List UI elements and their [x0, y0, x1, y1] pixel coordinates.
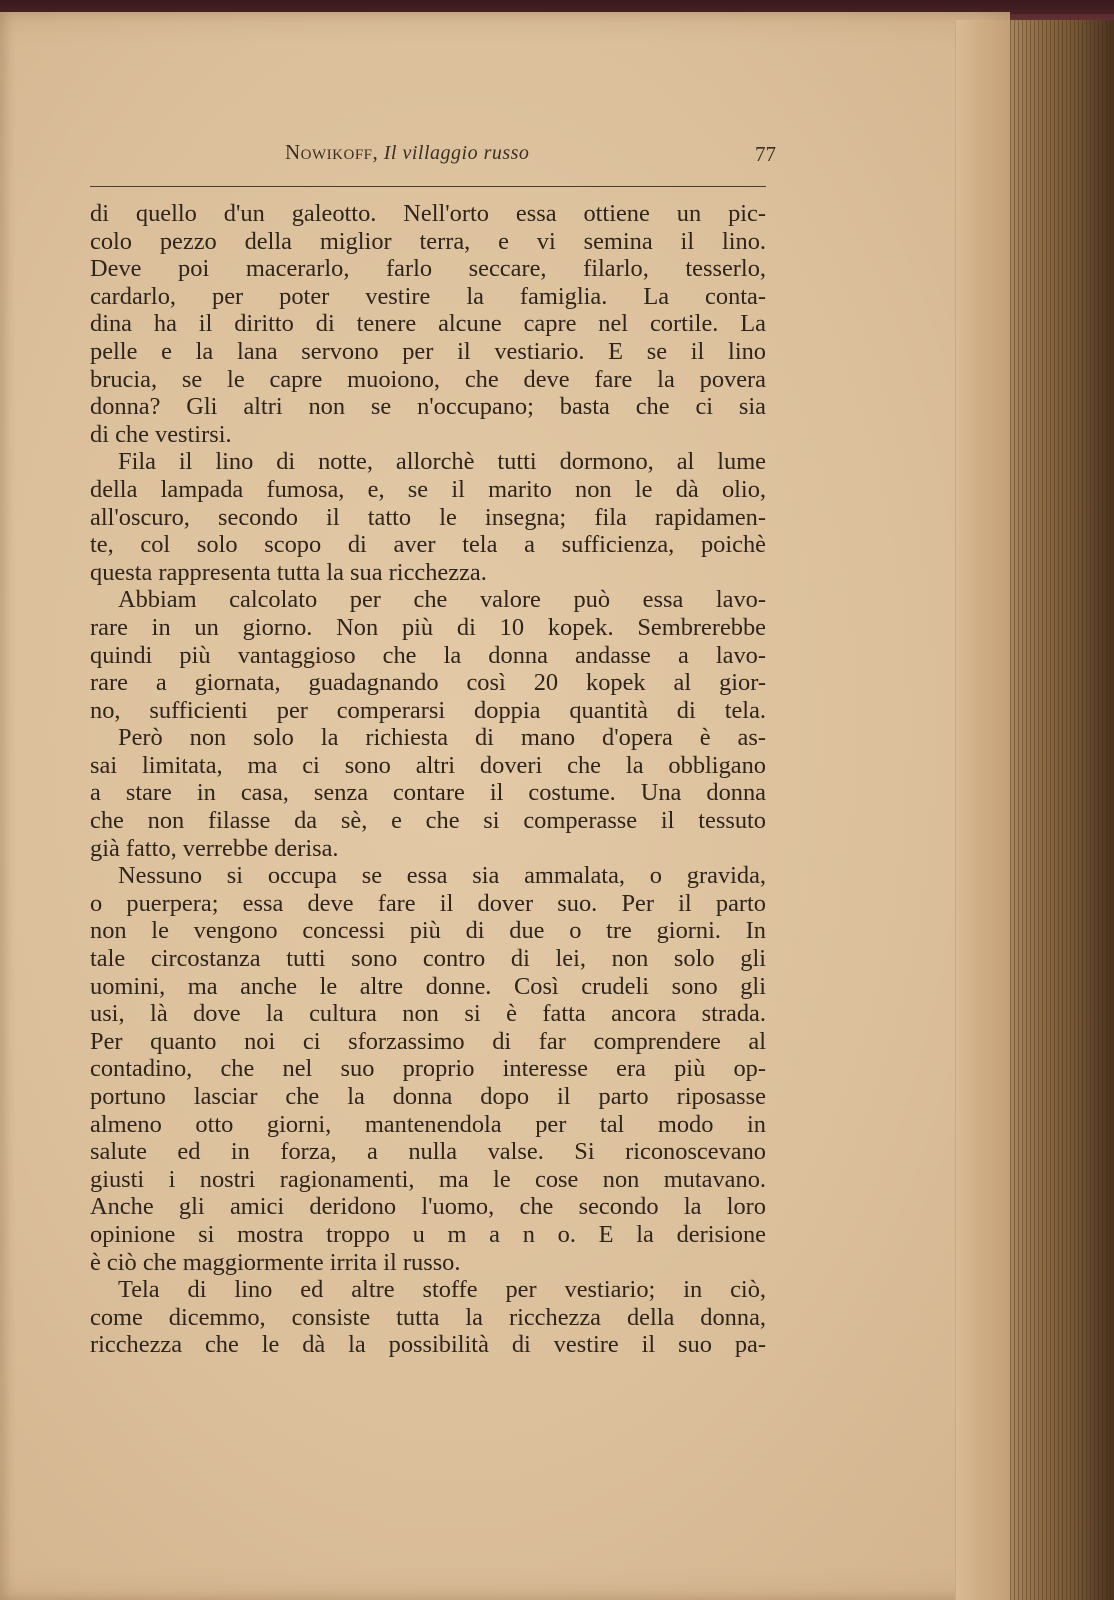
text-line: almeno otto giorni, mantenendola per tal modo in — [90, 1110, 766, 1138]
text-line: no, sufficienti per comperarsi doppia quantità di tela. — [90, 696, 766, 724]
text-line: pelle e la lana servono per il vestiario. E se il lino — [90, 337, 766, 365]
text-line: Però non solo la richiesta di mano d'opera è as- — [118, 724, 766, 752]
text-line: cardarlo, per poter vestire la famiglia. La conta- — [90, 282, 766, 310]
running-head-title — [285, 140, 529, 165]
text-line: Deve poi macerarlo, farlo seccare, filarlo, tesserlo, — [90, 255, 766, 283]
header-rule — [90, 186, 766, 187]
text-line: Fila il lino di notte, allorchè tutti dormono, al lume — [118, 448, 766, 476]
text-line: Abbiam calcolato per che valore può essa lavo- — [118, 586, 766, 614]
text-line: o puerpera; essa deve fare il dover suo. Per il parto — [90, 889, 766, 917]
text-line: dina ha il diritto di tenere alcune capre nel cortile. La — [90, 310, 766, 338]
text-line: quindi più vantaggioso che la donna andasse a lavo- — [90, 641, 766, 669]
text-line: ricchezza che le dà la possibilità di vestire il suo pa- — [90, 1331, 766, 1359]
text-line: sai limitata, ma ci sono altri doveri che la obbligano — [90, 751, 766, 779]
running-head — [90, 140, 780, 180]
body-text — [90, 200, 766, 1359]
text-line: non le vengono concessi più di due o tre giorni. In — [90, 917, 766, 945]
text-line: donna? Gli altri non se n'occupano; basta che ci sia — [90, 393, 766, 421]
text-line: tale circostanza tutti sono contro di lei, non solo gli — [90, 945, 766, 973]
text-line: Tela di lino ed altre stoffe per vestiario; in ciò, — [118, 1276, 766, 1304]
text-line: di che vestirsi. — [90, 420, 232, 448]
text-line: a stare in casa, senza contare il costume. Una donna — [90, 779, 766, 807]
text-line: Nessuno si occupa se essa sia ammalata, o gravida, — [118, 862, 766, 890]
text-line: opinione si mostra troppo u m a n o. E la derisione — [90, 1220, 766, 1248]
text-line: Anche gli amici deridono l'uomo, che secondo la loro — [90, 1193, 766, 1221]
text-line: usi, là dove la cultura non si è fatta ancora strada. — [90, 1000, 766, 1028]
text-line: che non filasse da sè, e che si comperasse il tessuto — [90, 807, 766, 835]
text-line: salute ed in forza, a nulla valse. Si riconoscevano — [90, 1138, 766, 1166]
text-line: giusti i nostri ragionamenti, ma le cose non mutavano. — [90, 1165, 766, 1193]
text-line: Per quanto noi ci sforzassimo di far comprendere al — [90, 1027, 766, 1055]
text-line: brucia, se le capre muoiono, che deve fare la povera — [90, 365, 766, 393]
text-line: è ciò che maggiormente irrita il russo. — [90, 1248, 461, 1276]
text-line: come dicemmo, consiste tutta la ricchezza della donna, — [90, 1303, 766, 1331]
text-line: della lampada fumosa, e, se il marito non le dà olio, — [90, 475, 766, 503]
text-line: rare in un giorno. Non più di 10 kopek. Sembrerebbe — [90, 613, 766, 641]
text-line: di quello d'un galeotto. Nell'orto essa ottiene un pic- — [90, 200, 766, 227]
book-fore-edge — [1010, 20, 1114, 1600]
text-line: questa rappresenta tutta la sua ricchezza. — [90, 558, 487, 586]
text-line: te, col solo scopo di aver tela a sufficienza, poichè — [90, 531, 766, 559]
page-gutter-edge — [955, 20, 1011, 1600]
text-line: già fatto, verrebbe derisa. — [90, 834, 339, 862]
text-line: uomini, ma anche le altre donne. Così crudeli sono gli — [90, 972, 766, 1000]
text-line: colo pezzo della miglior terra, e vi semina il lino. — [90, 227, 766, 255]
text-line: rare a giornata, guadagnando così 20 kopek al gior- — [90, 669, 766, 697]
running-head-author: Nowikoff, — [285, 140, 379, 164]
text-line: portuno lasciar che la donna dopo il parto riposasse — [90, 1083, 766, 1110]
text-line: all'oscuro, secondo il tatto le insegna; fila rapidamen- — [90, 503, 766, 531]
page-number: 77 — [755, 142, 776, 166]
running-head-work: Il villaggio russo — [383, 142, 530, 164]
text-line: contadino, che nel suo proprio interesse era più op- — [90, 1055, 766, 1083]
